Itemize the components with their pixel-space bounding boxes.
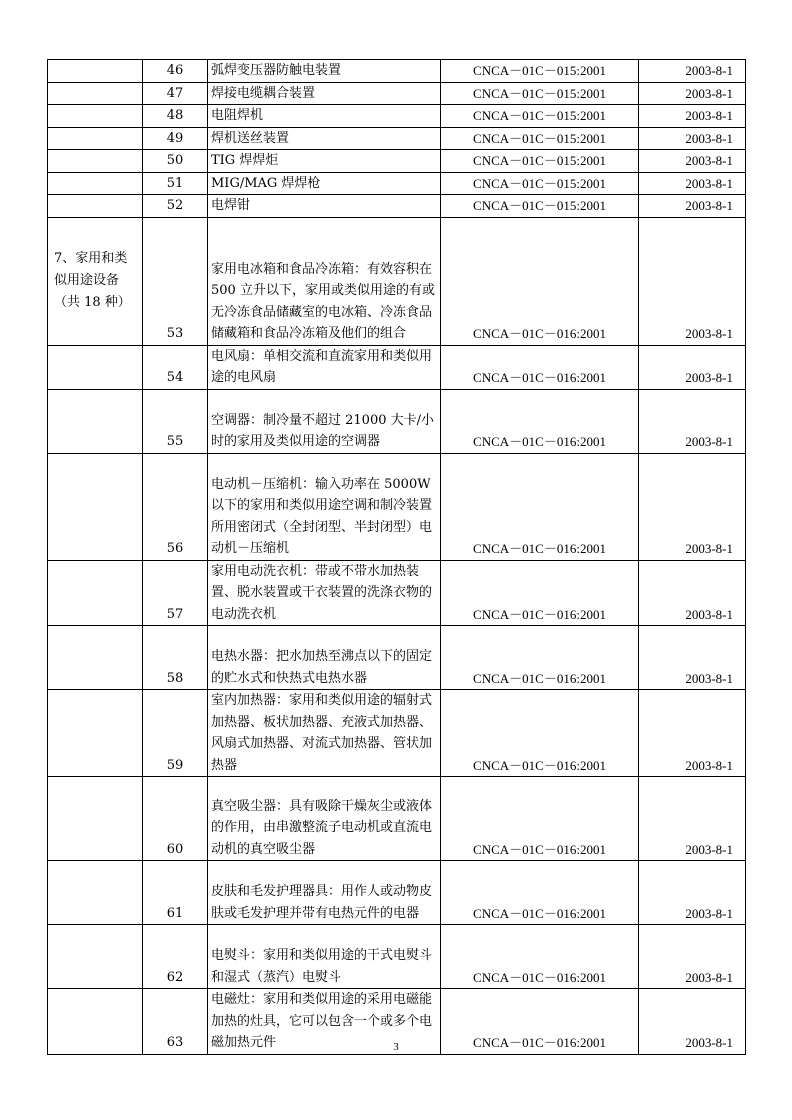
category-cell bbox=[48, 150, 143, 173]
table-row bbox=[48, 195, 746, 218]
effective-date: 2003-8-1 bbox=[639, 690, 746, 777]
product-name: 焊接电缆耦合装置 bbox=[208, 82, 441, 105]
category-group-label: 7、家用和类似用途设备（共 18 种） bbox=[48, 217, 143, 345]
item-number: 50 bbox=[143, 150, 208, 173]
product-name: 电阻焊机 bbox=[208, 105, 441, 128]
rule-code: CNCA－01C－016:2001 bbox=[441, 777, 639, 861]
table-row bbox=[48, 560, 746, 626]
item-number: 51 bbox=[143, 172, 208, 195]
product-name: 焊机送丝装置 bbox=[208, 127, 441, 150]
category-cell bbox=[48, 560, 143, 626]
effective-date: 2003-8-1 bbox=[639, 345, 746, 389]
item-number: 47 bbox=[143, 82, 208, 105]
table-row bbox=[48, 690, 746, 777]
category-cell bbox=[48, 861, 143, 925]
table-row bbox=[48, 105, 746, 128]
item-number: 60 bbox=[143, 777, 208, 861]
rule-code: CNCA－01C－016:2001 bbox=[441, 626, 639, 690]
item-number: 48 bbox=[143, 105, 208, 128]
rule-code: CNCA－01C－016:2001 bbox=[441, 861, 639, 925]
category-cell bbox=[48, 60, 143, 83]
product-name: 电熨斗：家用和类似用途的干式电熨斗和湿式（蒸汽）电熨斗 bbox=[208, 925, 441, 989]
rule-code: CNCA－01C－016:2001 bbox=[441, 389, 639, 453]
rule-code: CNCA－01C－016:2001 bbox=[441, 925, 639, 989]
rule-code: CNCA－01C－015:2001 bbox=[441, 105, 639, 128]
table-row bbox=[48, 453, 746, 560]
table-row bbox=[48, 172, 746, 195]
item-number: 56 bbox=[143, 453, 208, 560]
effective-date: 2003-8-1 bbox=[639, 861, 746, 925]
effective-date: 2003-8-1 bbox=[639, 172, 746, 195]
category-cell bbox=[48, 195, 143, 218]
product-name: 电焊钳 bbox=[208, 195, 441, 218]
item-number: 55 bbox=[143, 389, 208, 453]
rule-code: CNCA－01C－015:2001 bbox=[441, 172, 639, 195]
item-number: 62 bbox=[143, 925, 208, 989]
category-cell bbox=[48, 453, 143, 560]
effective-date: 2003-8-1 bbox=[639, 217, 746, 345]
table-row bbox=[48, 389, 746, 453]
rule-code: CNCA－01C－015:2001 bbox=[441, 150, 639, 173]
table-row bbox=[48, 60, 746, 83]
product-name: 电热水器：把水加热至沸点以下的固定的贮水式和快热式电热水器 bbox=[208, 626, 441, 690]
effective-date: 2003-8-1 bbox=[639, 925, 746, 989]
effective-date: 2003-8-1 bbox=[639, 195, 746, 218]
effective-date: 2003-8-1 bbox=[639, 453, 746, 560]
product-name: 电动机－压缩机：输入功率在 5000W 以下的家用和类似用途空调和制冷装置所用密闭式（全封闭型、半封闭型）电动机－压缩机 bbox=[208, 453, 441, 560]
effective-date: 2003-8-1 bbox=[639, 777, 746, 861]
table-row bbox=[48, 925, 746, 989]
rule-code: CNCA－01C－016:2001 bbox=[441, 345, 639, 389]
rule-code: CNCA－01C－015:2001 bbox=[441, 60, 639, 83]
effective-date: 2003-8-1 bbox=[639, 560, 746, 626]
table-row bbox=[48, 777, 746, 861]
category-cell bbox=[48, 105, 143, 128]
table-row bbox=[48, 217, 746, 345]
table-row bbox=[48, 127, 746, 150]
effective-date: 2003-8-1 bbox=[639, 626, 746, 690]
category-cell bbox=[48, 690, 143, 777]
rule-code: CNCA－01C－016:2001 bbox=[441, 560, 639, 626]
product-name: 电风扇：单相交流和直流家用和类似用途的电风扇 bbox=[208, 345, 441, 389]
effective-date: 2003-8-1 bbox=[639, 60, 746, 83]
item-number: 52 bbox=[143, 195, 208, 218]
effective-date: 2003-8-1 bbox=[639, 82, 746, 105]
item-number: 53 bbox=[143, 217, 208, 345]
table-row bbox=[48, 861, 746, 925]
item-number: 46 bbox=[143, 60, 208, 83]
table-row bbox=[48, 82, 746, 105]
item-number: 49 bbox=[143, 127, 208, 150]
product-name: 空调器：制冷量不超过 21000 大卡/小时的家用及类似用途的空调器 bbox=[208, 389, 441, 453]
product-name: 室内加热器：家用和类似用途的辐射式加热器、板状加热器、充液式加热器、风扇式加热器、对流式加热器、管状加热器 bbox=[208, 690, 441, 777]
category-cell bbox=[48, 777, 143, 861]
category-cell bbox=[48, 389, 143, 453]
catalog-table bbox=[47, 59, 746, 1055]
product-name: MIG/MAG 焊焊枪 bbox=[208, 172, 441, 195]
product-name: 电磁灶：家用和类似用途的采用电磁能加热的灶具，它可以包含一个或多个电磁加热元件 bbox=[208, 989, 441, 1055]
effective-date: 2003-8-1 bbox=[639, 389, 746, 453]
rule-code: CNCA－01C－015:2001 bbox=[441, 82, 639, 105]
rule-code: CNCA－01C－015:2001 bbox=[441, 127, 639, 150]
category-cell bbox=[48, 626, 143, 690]
effective-date: 2003-8-1 bbox=[639, 150, 746, 173]
table-row bbox=[48, 626, 746, 690]
rule-code: CNCA－01C－016:2001 bbox=[441, 690, 639, 777]
page-number: 3 bbox=[393, 1041, 399, 1053]
item-number: 63 bbox=[143, 989, 208, 1055]
item-number: 54 bbox=[143, 345, 208, 389]
effective-date: 2003-8-1 bbox=[639, 105, 746, 128]
category-cell bbox=[48, 345, 143, 389]
table-row bbox=[48, 345, 746, 389]
rule-code: CNCA－01C－016:2001 bbox=[441, 989, 639, 1055]
item-number: 57 bbox=[143, 560, 208, 626]
item-number: 61 bbox=[143, 861, 208, 925]
category-cell bbox=[48, 127, 143, 150]
product-name: 家用电冰箱和食品冷冻箱：有效容积在 500 立升以下，家用或类似用途的有或无冷冻食品储藏室的电冰箱、冷冻食品储藏箱和食品冷冻箱及他们的组合 bbox=[208, 217, 441, 345]
product-name: 家用电动洗衣机：带或不带水加热装置、脱水装置或干衣装置的洗涤衣物的电动洗衣机 bbox=[208, 560, 441, 626]
effective-date: 2003-8-1 bbox=[639, 127, 746, 150]
effective-date: 2003-8-1 bbox=[639, 989, 746, 1055]
item-number: 59 bbox=[143, 690, 208, 777]
rule-code: CNCA－01C－015:2001 bbox=[441, 195, 639, 218]
rule-code: CNCA－01C－016:2001 bbox=[441, 217, 639, 345]
category-cell bbox=[48, 82, 143, 105]
category-cell bbox=[48, 925, 143, 989]
product-name: 弧焊变压器防触电装置 bbox=[208, 60, 441, 83]
product-name: TIG 焊焊炬 bbox=[208, 150, 441, 173]
rule-code: CNCA－01C－016:2001 bbox=[441, 453, 639, 560]
product-name: 皮肤和毛发护理器具：用作人或动物皮肤或毛发护理并带有电热元件的电器 bbox=[208, 861, 441, 925]
product-name: 真空吸尘器：具有吸除干燥灰尘或液体的作用，由串激整流子电动机或直流电动机的真空吸尘器 bbox=[208, 777, 441, 861]
table-row bbox=[48, 150, 746, 173]
category-cell bbox=[48, 172, 143, 195]
item-number: 58 bbox=[143, 626, 208, 690]
